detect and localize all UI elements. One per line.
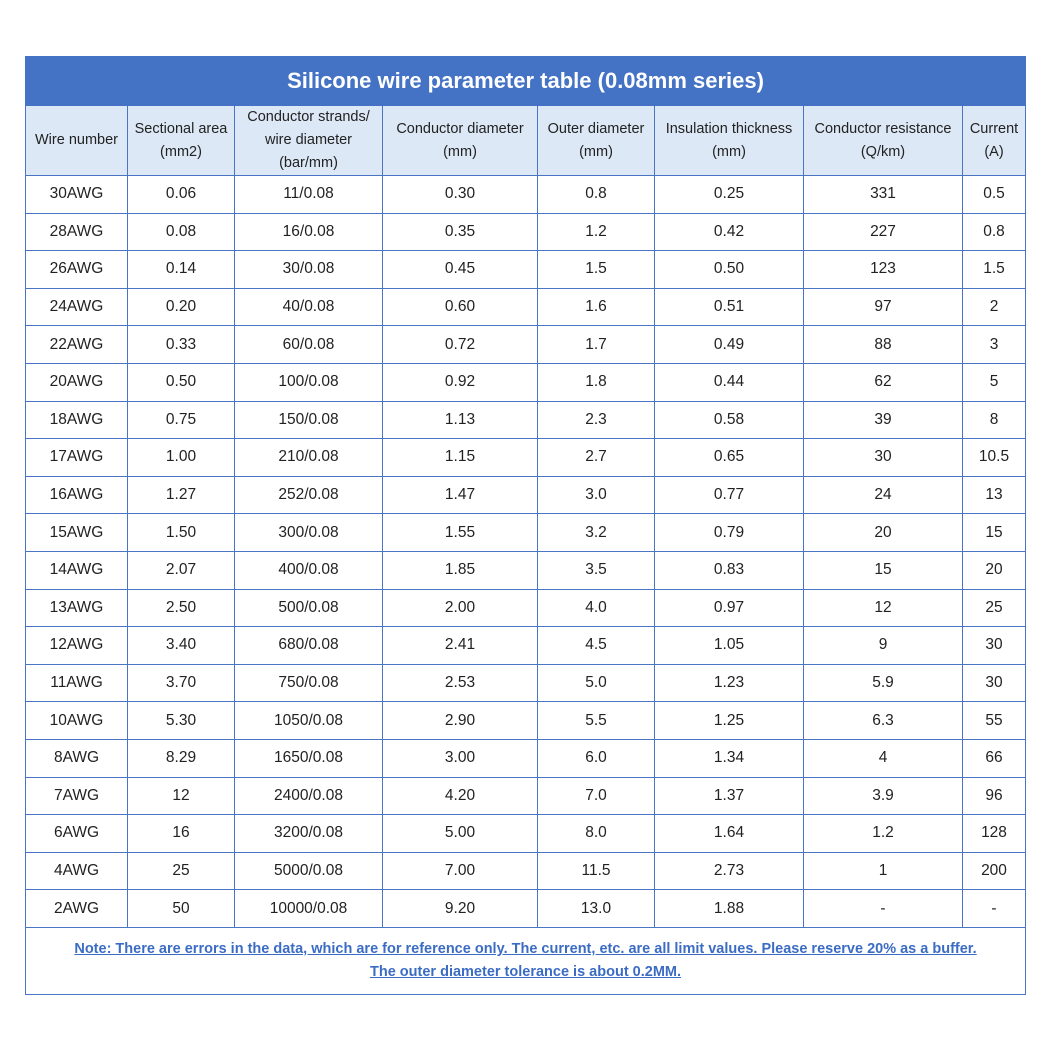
table-cell: 4.20 [383,777,538,815]
column-header-line: (bar/mm) [279,155,338,171]
table-cell: 16AWG [26,476,128,514]
table-cell: 0.79 [655,514,804,552]
wire-parameter-table [25,56,1026,995]
table-cell: 0.20 [128,288,235,326]
table-cell: 11AWG [26,664,128,702]
table-row [26,401,1026,439]
table-cell: 227 [804,213,963,251]
table-cell: 0.65 [655,439,804,477]
table-cell: 11.5 [538,852,655,890]
table-cell: 0.42 [655,213,804,251]
table-cell: 16 [128,815,235,853]
table-row [26,514,1026,552]
table-cell: 0.08 [128,213,235,251]
table-cell: 13 [963,476,1026,514]
table-row [26,777,1026,815]
table-cell: 50 [128,890,235,928]
table-cell: 1.25 [655,702,804,740]
table-cell: 12AWG [26,627,128,665]
table-cell: 1.34 [655,739,804,777]
table-cell: 30AWG [26,176,128,214]
table-cell: 10000/0.08 [235,890,383,928]
table-cell: 5.30 [128,702,235,740]
table-cell: 97 [804,288,963,326]
table-body [26,176,1026,928]
table-cell: 2AWG [26,890,128,928]
table-row [26,476,1026,514]
column-header [128,106,235,176]
table-cell: 1.88 [655,890,804,928]
table-title: Silicone wire parameter table (0.08mm series) [26,57,1026,106]
table-cell: 7.00 [383,852,538,890]
table-cell: 17AWG [26,439,128,477]
table-cell: 10.5 [963,439,1026,477]
table-cell: 7.0 [538,777,655,815]
table-cell: 1.2 [538,213,655,251]
table-cell: 0.97 [655,589,804,627]
table-cell: 750/0.08 [235,664,383,702]
table-cell: 5.0 [538,664,655,702]
table-row [26,664,1026,702]
table-cell: 150/0.08 [235,401,383,439]
table-cell: 0.06 [128,176,235,214]
table-cell: 1.27 [128,476,235,514]
table-cell: 0.25 [655,176,804,214]
table-cell: 0.33 [128,326,235,364]
column-header-line: Conductor strands/ [247,109,370,125]
table-row [26,890,1026,928]
table-cell: 30 [963,627,1026,665]
table-row [26,852,1026,890]
table-cell: 18AWG [26,401,128,439]
table-cell: 3.70 [128,664,235,702]
table-cell: 13AWG [26,589,128,627]
table-cell: 1 [804,852,963,890]
table-row [26,702,1026,740]
table-cell: 100/0.08 [235,363,383,401]
table-cell: 0.14 [128,251,235,289]
table-row [26,627,1026,665]
table-cell: 1.47 [383,476,538,514]
table-cell: 30 [804,439,963,477]
table-cell: 1.05 [655,627,804,665]
table-cell: 1.50 [128,514,235,552]
table-cell: 1.2 [804,815,963,853]
table-cell: 400/0.08 [235,551,383,589]
table-cell: 39 [804,401,963,439]
table-cell: 1.13 [383,401,538,439]
table-cell: 25 [128,852,235,890]
table-cell: 3200/0.08 [235,815,383,853]
table-cell: 8AWG [26,739,128,777]
table-cell: 6AWG [26,815,128,853]
table-cell: 3.00 [383,739,538,777]
column-header [804,106,963,176]
table-cell: 3.0 [538,476,655,514]
table-cell: 1.37 [655,777,804,815]
table-cell: 252/0.08 [235,476,383,514]
table-cell: 6.3 [804,702,963,740]
table-cell: 14AWG [26,551,128,589]
table-row [26,439,1026,477]
table-cell: 0.83 [655,551,804,589]
table-cell: 2.53 [383,664,538,702]
table-cell: 30 [963,664,1026,702]
table-row [26,251,1026,289]
table-row [26,815,1026,853]
table-cell: 0.50 [655,251,804,289]
table-cell: 12 [128,777,235,815]
table-cell: 26AWG [26,251,128,289]
table-cell: 66 [963,739,1026,777]
table-row [26,288,1026,326]
table-cell: - [963,890,1026,928]
table-cell: 1.8 [538,363,655,401]
table-cell: 0.8 [538,176,655,214]
table-cell: 20AWG [26,363,128,401]
table-cell: 96 [963,777,1026,815]
table-cell: 3.5 [538,551,655,589]
table-cell: 5000/0.08 [235,852,383,890]
table-cell: 15AWG [26,514,128,552]
table-row [26,363,1026,401]
table-cell: 24 [804,476,963,514]
column-header-line: (A) [984,143,1004,160]
note-line-2: The outer diameter tolerance is about 0.2MM. [370,963,682,980]
table-cell: 1.00 [128,439,235,477]
table-cell: 0.50 [128,363,235,401]
table-cell: 24AWG [26,288,128,326]
table-cell: 0.30 [383,176,538,214]
table-cell: 5 [963,363,1026,401]
table-cell: 62 [804,363,963,401]
note-line-1: Note: There are errors in the data, which are for reference only. The current, etc. are all limit values. Please reserve 20% as a buffer. [74,940,977,957]
column-header-line: Insulation thickness [665,120,793,137]
table-cell: 1.7 [538,326,655,364]
table-cell: 30/0.08 [235,251,383,289]
table-cell: 1.64 [655,815,804,853]
table-cell: 6.0 [538,739,655,777]
table-cell: 0.51 [655,288,804,326]
table-cell: 9 [804,627,963,665]
table-cell: 8 [963,401,1026,439]
table-cell: 0.8 [963,213,1026,251]
table-cell: 3.40 [128,627,235,665]
table-cell: 2.3 [538,401,655,439]
table-cell: 0.60 [383,288,538,326]
table-cell: 300/0.08 [235,514,383,552]
table-cell: 0.44 [655,363,804,401]
table-cell: 4.0 [538,589,655,627]
column-header [383,106,538,176]
table-cell: 10AWG [26,702,128,740]
table-cell: 2.00 [383,589,538,627]
table-cell: 0.75 [128,401,235,439]
table-cell: 0.58 [655,401,804,439]
column-header-line: Conductor resistance [814,120,952,137]
column-header-line: Current [969,120,1019,137]
column-header-line: (mm) [443,143,477,160]
table-cell: 1.5 [538,251,655,289]
table-cell: 15 [804,551,963,589]
table-cell: 3.9 [804,777,963,815]
table-cell: 0.77 [655,476,804,514]
column-header-line: (Q/km) [860,143,906,160]
table-cell: 1.15 [383,439,538,477]
column-header [235,106,383,176]
column-header-line: Conductor diameter [396,120,524,137]
table-cell: 1.85 [383,551,538,589]
table-cell: 331 [804,176,963,214]
table-row [26,213,1026,251]
table-cell: 1650/0.08 [235,739,383,777]
table-cell: 123 [804,251,963,289]
table-cell: 2.50 [128,589,235,627]
table-cell: 4.5 [538,627,655,665]
column-header-line: (mm2) [160,143,202,160]
table-cell: 0.5 [963,176,1026,214]
table-cell: 200 [963,852,1026,890]
table-cell: 7AWG [26,777,128,815]
table-row [26,326,1026,364]
table-cell: 20 [963,551,1026,589]
table-cell: 28AWG [26,213,128,251]
table-cell: 3.2 [538,514,655,552]
table-cell: 0.45 [383,251,538,289]
table-cell: 210/0.08 [235,439,383,477]
table-cell: 4 [804,739,963,777]
table-cell: 500/0.08 [235,589,383,627]
table-cell: 2.73 [655,852,804,890]
column-header [655,106,804,176]
table-cell: 16/0.08 [235,213,383,251]
table-cell: 1.5 [963,251,1026,289]
table-cell: 0.49 [655,326,804,364]
table-cell: 25 [963,589,1026,627]
column-header [26,106,128,176]
table-cell: 88 [804,326,963,364]
table-cell: 0.35 [383,213,538,251]
table-cell: - [804,890,963,928]
column-header-line: Outer diameter [547,120,645,137]
column-header [538,106,655,176]
table-cell: 1.23 [655,664,804,702]
table-cell: 8.29 [128,739,235,777]
column-header-row [26,106,1026,176]
table-cell: 680/0.08 [235,627,383,665]
column-header-line: Sectional area [134,120,228,137]
table-cell: 11/0.08 [235,176,383,214]
column-header-line: Wire number [35,132,118,148]
column-header-line: wire diameter [264,132,353,148]
table-cell: 128 [963,815,1026,853]
table-cell: 1050/0.08 [235,702,383,740]
table-cell: 15 [963,514,1026,552]
wire-parameter-table-sheet [25,56,1025,995]
table-cell: 2.07 [128,551,235,589]
table-cell: 40/0.08 [235,288,383,326]
table-cell: 5.00 [383,815,538,853]
table-cell: 2400/0.08 [235,777,383,815]
table-cell: 1.6 [538,288,655,326]
table-cell: 5.5 [538,702,655,740]
column-header-line: (mm) [579,143,613,160]
table-cell: 2 [963,288,1026,326]
table-cell: 55 [963,702,1026,740]
table-row [26,589,1026,627]
table-cell: 13.0 [538,890,655,928]
table-cell: 3 [963,326,1026,364]
table-cell: 2.7 [538,439,655,477]
table-cell: 8.0 [538,815,655,853]
table-cell: 9.20 [383,890,538,928]
column-header-line: (mm) [712,143,746,160]
table-cell: 12 [804,589,963,627]
table-cell: 2.41 [383,627,538,665]
table-cell: 5.9 [804,664,963,702]
table-row [26,551,1026,589]
table-cell: 20 [804,514,963,552]
table-cell: 0.72 [383,326,538,364]
table-cell: 1.55 [383,514,538,552]
table-note [26,927,1026,994]
table-cell: 22AWG [26,326,128,364]
table-row [26,739,1026,777]
column-header [963,106,1026,176]
table-cell: 4AWG [26,852,128,890]
table-cell: 60/0.08 [235,326,383,364]
table-row [26,176,1026,214]
table-cell: 0.92 [383,363,538,401]
table-cell: 2.90 [383,702,538,740]
